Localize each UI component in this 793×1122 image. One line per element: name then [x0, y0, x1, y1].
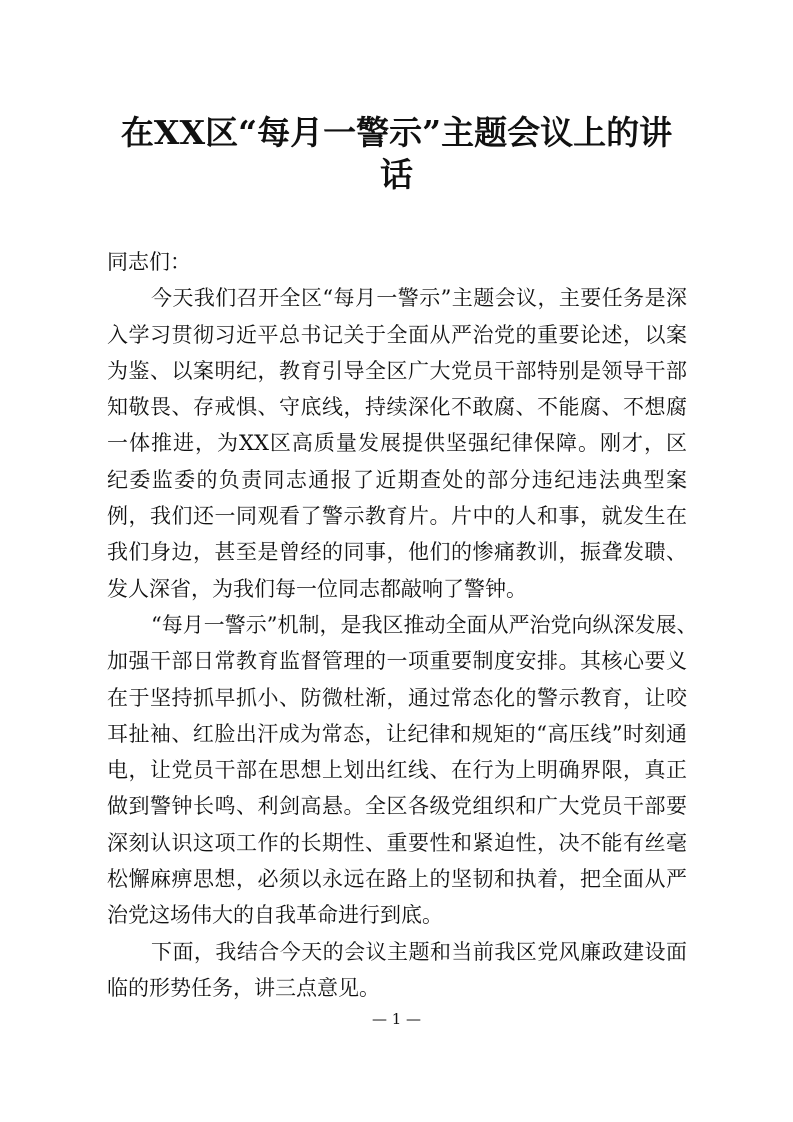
paragraph-line: 松懈麻痹思想，必须以永远在路上的坚韧和执着，把全面从严	[107, 867, 687, 892]
title-line: 在XX区“每月一警示”主题会议上的讲	[120, 113, 673, 152]
paragraph-line: 例，我们还一同观看了警示教育片。片中的人和事，就发生在	[107, 504, 687, 529]
paragraph-line: 我们身边，甚至是曾经的同事，他们的惨痛教训，振聋发聩、	[107, 540, 687, 565]
paragraph-line: 耳扯袖、红脸出汗成为常态，让纪律和规矩的“高压线”时刻通	[107, 721, 687, 746]
paragraph-line: 知敬畏、存戒惧、守底线，持续深化不敢腐、不能腐、不想腐	[107, 395, 687, 420]
paragraph-line: 在于坚持抓早抓小、防微杜渐，通过常态化的警示教育，让咬	[107, 685, 687, 710]
paragraph-line: 深刻认识这项工作的长期性、重要性和紧迫性，决不能有丝毫	[107, 830, 687, 855]
paragraph-line: 加强干部日常教育监督管理的一项重要制度安排。其核心要义	[107, 649, 687, 674]
paragraph-line: 做到警钟长鸣、利剑高悬。全区各级党组织和广大党员干部要	[107, 794, 687, 819]
salutation: 同志们：	[107, 250, 191, 274]
paragraph-line: 下面，我结合今天的会议主题和当前我区党风廉政建设面	[151, 939, 687, 964]
paragraph-line: 纪委监委的负责同志通报了近期查处的部分违纪违法典型案	[107, 467, 687, 492]
paragraph-line: 发人深省，为我们每一位同志都敲响了警钟。	[107, 576, 527, 601]
paragraph-line: 为鉴、以案明纪，教育引导全区广大党员干部特别是领导干部	[107, 358, 687, 383]
paragraph-line: 电，让党员干部在思想上划出红线、在行为上明确界限，真正	[107, 758, 687, 783]
paragraph-line: 临的形势任务，讲三点意见。	[107, 975, 380, 1000]
document-title	[90, 112, 703, 196]
paragraph-line: 今天我们召开全区“每月一警示”主题会议，主要任务是深	[151, 286, 687, 311]
title-line: 话	[380, 155, 413, 194]
paragraph-line: 入学习贯彻习近平总书记关于全面从严治党的重要论述，以案	[107, 322, 687, 347]
document-body	[107, 244, 698, 1006]
paragraph-line: 一体推进，为XX区高质量发展提供坚强纪律保障。刚才，区	[107, 431, 687, 456]
page-number: — 1 —	[371, 1010, 422, 1028]
paragraph-line: “每月一警示”机制，是我区推动全面从严治党向纵深发展、	[151, 612, 698, 637]
paragraph-line: 治党这场伟大的自我革命进行到底。	[107, 903, 443, 928]
